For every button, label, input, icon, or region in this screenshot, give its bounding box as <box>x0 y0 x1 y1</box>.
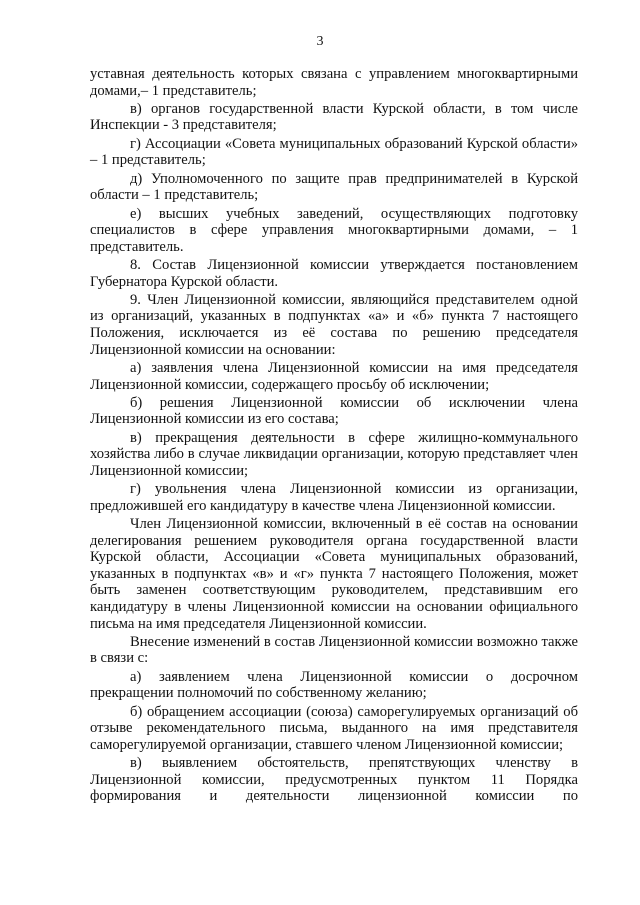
paragraph: д) Уполномоченного по защите прав предпринимателей в Курской области – 1 представитель; <box>90 170 578 204</box>
paragraph: г) увольнения члена Лицензионной комиссии из организации, предложившей его кандидатуру в качестве члена Лицензионной комиссии. <box>90 481 578 514</box>
paragraph: в) прекращения деятельности в сфере жилищно-коммунального хозяйства либо в случае ликвидации организации, которую представляет член Лицензионной комиссии; <box>90 429 578 479</box>
paragraph: е) высших учебных заведений, осуществляющих подготовку специалистов в сфере управления многоквартирными домами, – 1 представитель. <box>90 205 578 255</box>
paragraph: Член Лицензионной комиссии, включенный в её состав на основании делегирования решением руководителя органа государственной власти Курской области, Ассоциации «Совета муниципальных образований, указанных в подпунктах «в» и «г» пункта 7 настоящего Положения, может быть заменен соответствующим руководителем, представившим его кандидатуру в члены Лицензионной комиссии на основании официального письма на имя председателя Лицензионной комиссии. <box>90 516 578 632</box>
paragraph: в) выявлением обстоятельств, препятствующих членству в Лицензионной комиссии, предусмотренных пунктом 11 Порядка формирования и деятельности лицензионной комиссии по <box>90 755 578 805</box>
paragraph: а) заявления члена Лицензионной комиссии на имя председателя Лицензионной комиссии, содержащего просьбу об исключении; <box>90 359 578 393</box>
paragraph: 9. Член Лицензионной комиссии, являющийся представителем одной из организаций, указанных в подпунктах «а» и «б» пункта 7 настоящего Положения, исключается из её состава по решению председателя Лицензионной комиссии на основании: <box>90 291 578 358</box>
paragraph: в) органов государственной власти Курской области, в том числе Инспекции - 3 представителя; <box>90 100 578 134</box>
paragraph: 8. Состав Лицензионной комиссии утверждается постановлением Губернатора Курской области. <box>90 256 578 290</box>
paragraph: б) решения Лицензионной комиссии об исключении члена Лицензионной комиссии из его состава; <box>90 394 578 428</box>
paragraph: Внесение изменений в состав Лицензионной комиссии возможно также в связи с: <box>90 633 578 667</box>
paragraph: г) Ассоциации «Совета муниципальных образований Курской области» – 1 представитель; <box>90 135 578 169</box>
paragraph: б) обращением ассоциации (союза) саморегулируемых организаций об отзыве рекомендательного письма, выданного на имя представителя саморегулируемой организации, ставшего членом Лицензионной комиссии; <box>90 703 578 753</box>
paragraph: уставная деятельность которых связана с управлением многоквартирными домами,– 1 представитель; <box>90 66 578 99</box>
page-number: 3 <box>316 34 324 49</box>
paragraph: а) заявлением члена Лицензионной комиссии о досрочном прекращении полномочий по собственному желанию; <box>90 668 578 702</box>
document-body <box>90 66 578 807</box>
